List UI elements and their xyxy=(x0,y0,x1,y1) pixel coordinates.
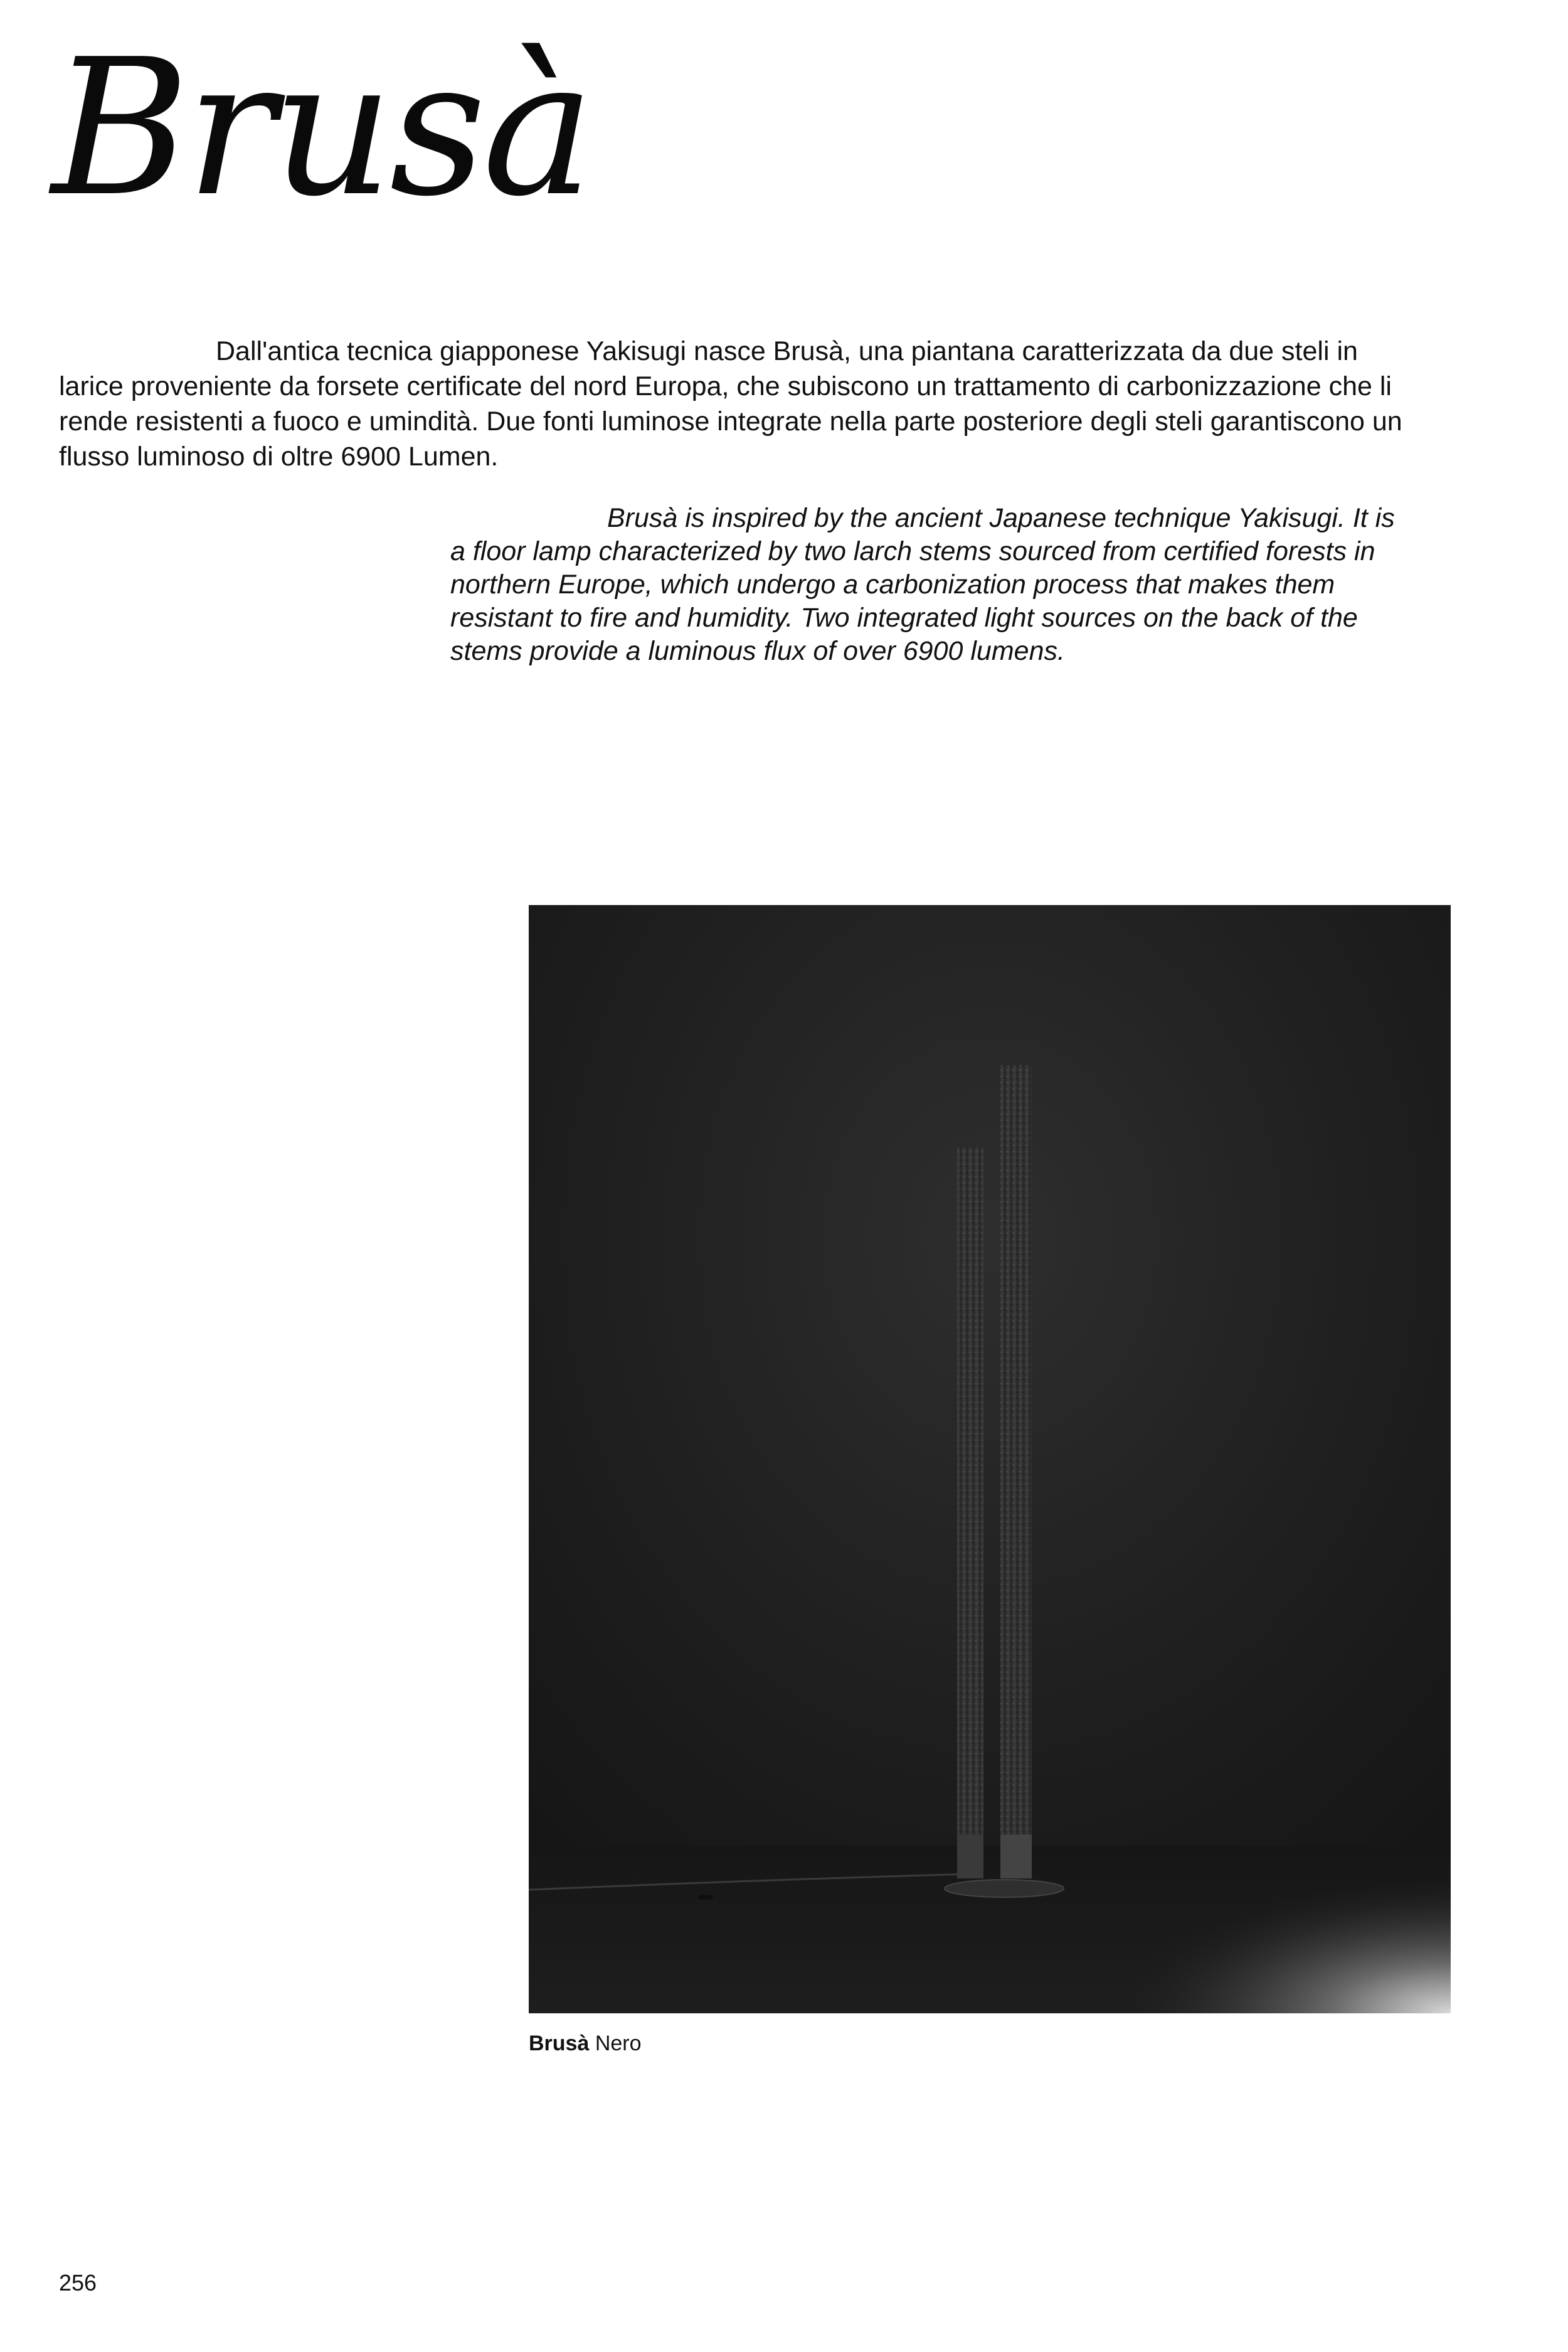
page-title: Brusà xyxy=(51,19,591,238)
product-photo xyxy=(529,905,1451,2013)
description-italian xyxy=(59,334,1407,474)
floor-socket xyxy=(698,1895,713,1900)
floor-light-spot xyxy=(968,1814,1451,2013)
caption-product: Brusà xyxy=(529,2032,590,2055)
photo-caption xyxy=(529,2031,642,2056)
lamp-stem-tall xyxy=(1000,1065,1032,1875)
stem-collar-short xyxy=(957,1835,983,1878)
lamp-base xyxy=(945,1880,1064,1897)
lamp-illustration xyxy=(529,905,1451,2013)
caption-finish: Nero xyxy=(595,2032,642,2055)
description-english-text: Brusà is inspired by the ancient Japanese technique Yakisugi. It is a floor lamp characterized by two larch stems sourced from certified forests in northern Europe, which undergo a carbonization process that makes them resistant to fire and humidity. Two integrated light sources on the back of the stems provide a luminous flux of over 6900 lumens. xyxy=(450,503,1395,666)
page-number: 256 xyxy=(59,2270,97,2296)
stem-collar-tall xyxy=(1000,1835,1032,1878)
lamp-stem-short xyxy=(957,1148,983,1875)
description-english xyxy=(450,502,1416,668)
description-italian-text: Dall'antica tecnica giapponese Yakisugi nasce Brusà, una piantana caratterizzata da due steli in larice proveniente da forsete certificate del nord Europa, che subiscono un trattamento di carbonizzazione che li rende resistenti a fuoco e umindità. Due fonti luminose integrate nella parte posteriore degli steli garantiscono un flusso luminoso di oltre 6900 Lumen. xyxy=(59,336,1402,472)
